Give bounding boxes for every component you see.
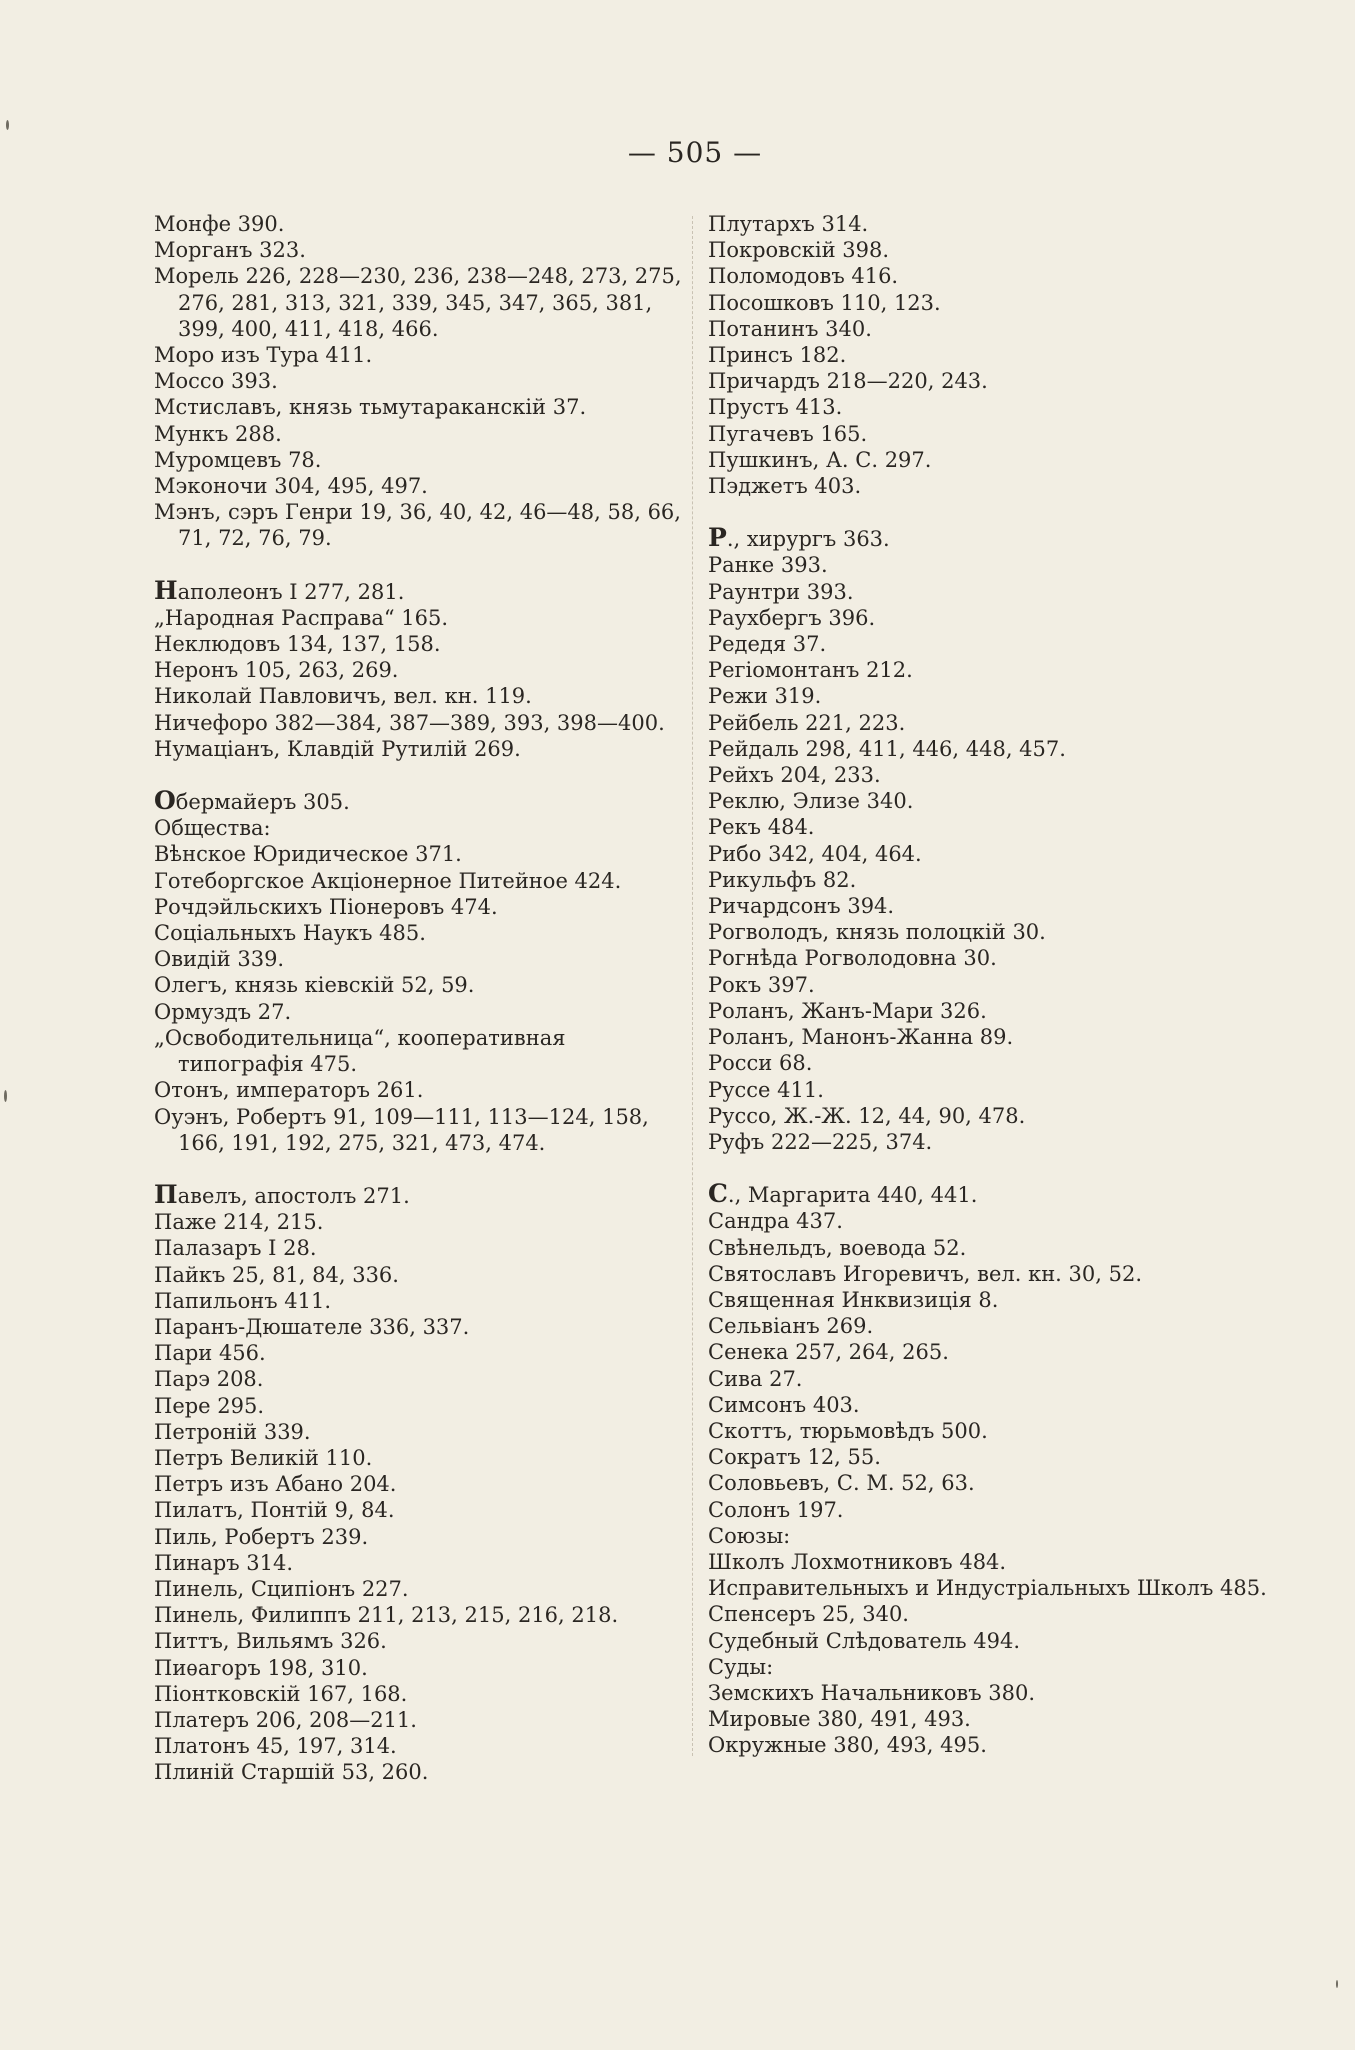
- index-entry-text: ., Маргарита 440, 441.: [727, 1183, 978, 1208]
- index-entry: [708, 1654, 1268, 1680]
- index-entry-text: Пере 295.: [154, 1393, 265, 1418]
- index-entry-text: Папильонъ 411.: [154, 1288, 332, 1313]
- index-entry-text: Скоттъ, тюрьмовѣдъ 500.: [708, 1418, 988, 1443]
- index-entry: [708, 1339, 1268, 1365]
- index-entry-text: Ормуздъ 27.: [154, 999, 292, 1024]
- index-entry: [708, 972, 1268, 998]
- index-entry-text: Пинель, Сципіонъ 227.: [154, 1576, 409, 1601]
- index-entry-text: Рибо 342, 404, 464.: [708, 841, 922, 866]
- index-entry-text: Рогнѣда Рогволодовна 30.: [708, 946, 997, 971]
- index-entry: [708, 788, 1268, 814]
- index-entry: [154, 1445, 692, 1471]
- index-entry-text: Сива 27.: [708, 1366, 803, 1391]
- index-entry-text: Солонъ 197.: [708, 1497, 844, 1522]
- index-entry: [154, 237, 692, 263]
- index-entry: [154, 1179, 692, 1209]
- index-entry: [708, 1575, 1268, 1601]
- index-entry: [708, 762, 1268, 788]
- index-entry-text: Принсъ 182.: [708, 343, 847, 368]
- index-entry: [154, 920, 692, 946]
- index-entry-text: Регіомонтанъ 212.: [708, 658, 913, 683]
- section-initial-letter: П: [154, 1179, 178, 1209]
- index-entry-text: Земскихъ Начальниковъ 380.: [708, 1680, 1035, 1705]
- index-entry-text: Рокъ 397.: [708, 972, 815, 997]
- index-entry-text: Рейдаль 298, 411, 446, 448, 457.: [708, 736, 1066, 761]
- index-entry-text: Реклю, Элизе 340.: [708, 789, 914, 814]
- index-entry: [708, 1628, 1268, 1654]
- section-gap: [708, 499, 1268, 525]
- index-entry-text: Школъ Лохмотниковъ 484.: [708, 1549, 1007, 1574]
- index-entry-text: Спенсеръ 25, 340.: [708, 1602, 909, 1627]
- index-entry-text: Вѣнское Юридическое 371.: [154, 842, 462, 867]
- index-entry: [154, 1235, 692, 1261]
- index-entry: [708, 867, 1268, 893]
- index-entry-text: Пиѳагоръ 198, 310.: [154, 1655, 368, 1680]
- index-entry-text: Ричардсонъ 394.: [708, 894, 895, 919]
- index-column-left: [154, 211, 692, 1786]
- index-entry-text: бермайеръ 305.: [175, 790, 350, 815]
- index-entry: [708, 605, 1268, 631]
- index-entry-text: Моро изъ Тура 411.: [154, 343, 373, 368]
- index-entry: [708, 1208, 1268, 1234]
- index-entry: [154, 1550, 692, 1576]
- index-entry-text: Рогволодъ, князь полоцкій 30.: [708, 920, 1046, 945]
- index-entry-text: Покровскій 398.: [708, 238, 890, 263]
- index-entry-text: Священная Инквизиція 8.: [708, 1287, 999, 1312]
- index-entry: [154, 1707, 692, 1733]
- index-entry-text: Овидій 339.: [154, 947, 285, 972]
- index-entry: [154, 499, 692, 551]
- index-entry-text: Рочдэйльскихъ Піонеровъ 474.: [154, 894, 498, 919]
- index-entry-text: Причардъ 218—220, 243.: [708, 369, 988, 394]
- index-entry: [708, 1392, 1268, 1418]
- section-gap: [708, 1155, 1268, 1181]
- index-entry: [708, 525, 1268, 552]
- index-entry-text: Платеръ 206, 208—211.: [154, 1707, 417, 1732]
- index-entry: [708, 1024, 1268, 1050]
- index-entry: [708, 1523, 1268, 1549]
- index-entry: [154, 473, 692, 499]
- index-entry-text: Пайкъ 25, 81, 84, 336.: [154, 1262, 399, 1287]
- section-initial-letter: Р: [708, 523, 727, 553]
- index-entry: [708, 1261, 1268, 1287]
- index-entry: [708, 368, 1268, 394]
- index-entry-text: Плутархъ 314.: [708, 212, 869, 236]
- index-entry: [708, 579, 1268, 605]
- index-entry-text: Руссе 411.: [708, 1077, 824, 1102]
- index-entry-text: Пари 456.: [154, 1341, 266, 1366]
- index-entry-text: Раухбергъ 396.: [708, 605, 876, 630]
- index-entry-text: Муромцевъ 78.: [154, 447, 322, 472]
- index-entry-text: Редедя 37.: [708, 632, 827, 657]
- index-entry: [154, 1497, 692, 1523]
- index-entry-text: Неронъ 105, 263, 269.: [154, 658, 399, 683]
- index-entry: [708, 1235, 1268, 1261]
- index-entry: [154, 575, 692, 605]
- index-entry: [154, 368, 692, 394]
- index-entry-text: Соловьевъ, С. М. 52, 63.: [708, 1471, 975, 1496]
- index-entry-text: Потанинъ 340.: [708, 316, 872, 341]
- index-entry-text: Пушкинъ, А. С. 297.: [708, 447, 932, 472]
- index-entry: [154, 815, 692, 841]
- index-entry-text: Святославъ Игоревичъ, вел. кн. 30, 52.: [708, 1261, 1143, 1286]
- index-entry: [154, 736, 692, 762]
- index-entry: [154, 342, 692, 368]
- index-entry: [708, 631, 1268, 657]
- index-entry-text: Морганъ 323.: [154, 238, 306, 263]
- index-entry-text: Мункъ 288.: [154, 421, 282, 446]
- index-entry: [154, 1209, 692, 1235]
- index-entry-text: Симсонъ 403.: [708, 1392, 860, 1417]
- index-entry-text: Соціальныхъ Наукъ 485.: [154, 921, 426, 946]
- index-entry-text: Сельвіанъ 269.: [708, 1314, 874, 1339]
- index-entry: [708, 421, 1268, 447]
- index-entry-text: Союзы:: [708, 1523, 791, 1548]
- index-entry: [154, 972, 692, 998]
- index-entry: [154, 1104, 692, 1156]
- index-entry-text: ., хирургъ 363.: [726, 527, 890, 552]
- index-entry-text: Окружные 380, 493, 495.: [708, 1733, 987, 1758]
- index-entry-text: Парэ 208.: [154, 1367, 264, 1392]
- index-entry-text: Режи 319.: [708, 684, 822, 709]
- index-entry: [708, 1077, 1268, 1103]
- index-entry: [154, 1759, 692, 1785]
- index-entry: [708, 945, 1268, 971]
- scan-speck: [4, 1090, 7, 1102]
- index-entry: [154, 1524, 692, 1550]
- index-entry: [154, 421, 692, 447]
- index-entry-text: Рейхъ 204, 233.: [708, 763, 881, 788]
- index-entry: [708, 1181, 1268, 1208]
- index-entry-text: Питтъ, Вильямъ 326.: [154, 1629, 387, 1654]
- index-entry: [154, 394, 692, 420]
- index-entry-text: Мэконочи 304, 495, 497.: [154, 474, 428, 499]
- index-entry-text: Поломодовъ 416.: [708, 264, 899, 289]
- index-entry-text: Мстиславъ, князь тьмутараканскій 37.: [154, 395, 587, 420]
- index-entry: [708, 1129, 1268, 1155]
- index-entry: [708, 447, 1268, 473]
- index-entry: [708, 290, 1268, 316]
- column-divider: [692, 216, 693, 1756]
- scan-speck: [1336, 1980, 1338, 1988]
- scan-speck: [6, 120, 9, 130]
- index-entry: [154, 894, 692, 920]
- index-entry: [154, 841, 692, 867]
- index-entry: [708, 237, 1268, 263]
- section-gap: [154, 552, 692, 578]
- index-entry-text: Рикульфъ 82.: [708, 867, 857, 892]
- index-entry-text: Судебный Слѣдователь 494.: [708, 1628, 1021, 1653]
- index-entry: [154, 631, 692, 657]
- index-entry: [154, 211, 692, 237]
- index-entry-text: авелъ, апостолъ 271.: [177, 1183, 410, 1208]
- index-entry: [154, 683, 692, 709]
- index-entry: [708, 1366, 1268, 1392]
- index-entry: [708, 1287, 1268, 1313]
- index-entry-text: Рейбель 221, 223.: [708, 710, 906, 735]
- section-gap: [154, 1156, 692, 1182]
- index-entry: [708, 316, 1268, 342]
- index-entry: [154, 657, 692, 683]
- index-entry-text: Мэнъ, сэръ Генри 19, 36, 40, 42, 46—48, 58, 66, 71, 72, 76, 79.: [154, 500, 681, 551]
- index-entry: [708, 710, 1268, 736]
- index-entry: [154, 1576, 692, 1602]
- page-number: — 505 —: [627, 136, 763, 169]
- index-entry: [708, 1050, 1268, 1076]
- index-entry: [154, 868, 692, 894]
- index-entry-text: Свѣнельдъ, воевода 52.: [708, 1235, 967, 1260]
- index-entry: [708, 998, 1268, 1024]
- index-entry: [154, 999, 692, 1025]
- index-entry-text: Морель 226, 228—230, 236, 238—248, 273, 275, 276, 281, 313, 321, 339, 345, 347, 365, 381, 399, 400, 411, 418, 466.: [154, 264, 682, 341]
- index-entry: [708, 342, 1268, 368]
- index-entry-text: Петроній 339.: [154, 1419, 311, 1444]
- index-entry: [154, 1366, 692, 1392]
- index-entry-text: Пугачевъ 165.: [708, 421, 868, 446]
- index-entry-text: Олегъ, князь кіевскій 52, 59.: [154, 973, 475, 998]
- index-entry-text: „Народная Расправа“ 165.: [154, 605, 449, 630]
- index-entry: [154, 788, 692, 815]
- index-entry: [708, 657, 1268, 683]
- index-entry: [708, 919, 1268, 945]
- index-entry-text: Неклюдовъ 134, 137, 158.: [154, 632, 441, 657]
- section-initial-letter: С: [708, 1179, 728, 1209]
- index-entry-text: Раунтри 393.: [708, 579, 854, 604]
- index-entry: [708, 1497, 1268, 1523]
- index-entry: [708, 1470, 1268, 1496]
- index-entry: [708, 1444, 1268, 1470]
- index-entry: [708, 893, 1268, 919]
- index-entry-text: Отонъ, императоръ 261.: [154, 1078, 424, 1103]
- index-entry-text: Монфе 390.: [154, 212, 285, 236]
- index-entry-text: Пиль, Робертъ 239.: [154, 1524, 369, 1549]
- index-entry-text: Оуэнъ, Робертъ 91, 109—111, 113—124, 158, 166, 191, 192, 275, 321, 473, 474.: [154, 1104, 649, 1155]
- index-entry-text: Общества:: [154, 816, 271, 841]
- index-entry: [708, 841, 1268, 867]
- index-entry-text: Исправительныхъ и Индустріальныхъ Школъ 485.: [708, 1576, 1267, 1601]
- index-entry-text: аполеонъ I 277, 281.: [177, 579, 405, 604]
- section-initial-letter: О: [154, 786, 176, 816]
- index-entry-text: Руфъ 222—225, 374.: [708, 1129, 933, 1154]
- index-entry: [154, 263, 692, 342]
- index-entry: [708, 1732, 1268, 1758]
- index-entry-text: Николай Павловичъ, вел. кн. 119.: [154, 684, 532, 709]
- index-entry-text: Палазаръ I 28.: [154, 1236, 317, 1261]
- index-entry-text: Готеборгское Акціонерное Питейное 424.: [154, 868, 622, 893]
- index-entry: [708, 683, 1268, 709]
- index-entry-text: Сандра 437.: [708, 1209, 843, 1234]
- index-entry: [154, 1602, 692, 1628]
- index-entry: [708, 394, 1268, 420]
- index-entry: [708, 211, 1268, 237]
- index-entry: [154, 1077, 692, 1103]
- index-entry: [154, 1314, 692, 1340]
- section-gap: [154, 762, 692, 788]
- index-entry-text: Росси 68.: [708, 1051, 813, 1076]
- index-entry: [154, 1262, 692, 1288]
- index-entry: [154, 946, 692, 972]
- index-entry: [154, 710, 692, 736]
- index-entry: [154, 1733, 692, 1759]
- index-entry-text: Плиній Старшій 53, 260.: [154, 1760, 429, 1785]
- index-entry: [708, 1706, 1268, 1732]
- index-entry: [708, 263, 1268, 289]
- index-entry: [154, 1471, 692, 1497]
- index-entry: [154, 1340, 692, 1366]
- index-entry: [708, 473, 1268, 499]
- index-entry: [154, 1628, 692, 1654]
- index-entry: [154, 1681, 692, 1707]
- index-entry-text: Паранъ-Дюшателе 336, 337.: [154, 1314, 470, 1339]
- index-entry-text: Сократъ 12, 55.: [708, 1445, 881, 1470]
- index-entry-text: Прустъ 413.: [708, 395, 843, 420]
- index-entry-text: Петръ изъ Абано 204.: [154, 1472, 397, 1497]
- index-entry-text: Сенека 257, 264, 265.: [708, 1340, 949, 1365]
- index-entry-text: Ничефоро 382—384, 387—389, 393, 398—400.: [154, 710, 665, 735]
- index-entry: [708, 1313, 1268, 1339]
- index-entry: [154, 1655, 692, 1681]
- index-entry-text: Пилатъ, Понтій 9, 84.: [154, 1498, 395, 1523]
- index-entry-text: Пинель, Филиппъ 211, 213, 215, 216, 218.: [154, 1603, 619, 1628]
- index-entry-text: Мировые 380, 491, 493.: [708, 1707, 971, 1732]
- index-entry: [708, 814, 1268, 840]
- index-entry: [708, 1680, 1268, 1706]
- index-entry: [154, 605, 692, 631]
- index-entry-text: Паже 214, 215.: [154, 1210, 324, 1235]
- index-entry-text: „Освободительница“, кооперативная типографія 475.: [154, 1025, 566, 1077]
- index-entry: [154, 447, 692, 473]
- index-entry-text: Ранке 393.: [708, 553, 828, 578]
- index-entry-text: Платонъ 45, 197, 314.: [154, 1734, 397, 1759]
- index-entry: [708, 1418, 1268, 1444]
- index-entry-text: Піонтковскій 167, 168.: [154, 1681, 408, 1706]
- index-entry: [154, 1393, 692, 1419]
- index-entry: [708, 552, 1268, 578]
- index-entry: [708, 1103, 1268, 1129]
- index-column-right: [708, 211, 1268, 1759]
- section-initial-letter: Н: [154, 575, 178, 605]
- index-entry: [708, 1549, 1268, 1575]
- index-entry: [154, 1419, 692, 1445]
- index-entry-text: Посошковъ 110, 123.: [708, 290, 941, 315]
- index-entry-text: Петръ Великій 110.: [154, 1445, 373, 1470]
- index-entry-text: Суды:: [708, 1654, 774, 1679]
- index-entry: [154, 1288, 692, 1314]
- index-entry-text: Пинаръ 314.: [154, 1550, 294, 1575]
- index-entry-text: Рекъ 484.: [708, 815, 815, 840]
- index-entry-text: Роланъ, Манонъ-Жанна 89.: [708, 1025, 1014, 1050]
- index-entry-text: Пэджетъ 403.: [708, 474, 862, 499]
- index-entry: [708, 1601, 1268, 1627]
- index-entry-text: Руссо, Ж.-Ж. 12, 44, 90, 478.: [708, 1103, 1026, 1128]
- index-entry-text: Роланъ, Жанъ-Мари 326.: [708, 998, 987, 1023]
- index-entry-text: Моссо 393.: [154, 369, 278, 394]
- index-entry: [154, 1025, 692, 1077]
- index-entry-text: Нумаціанъ, Клавдій Рутилій 269.: [154, 736, 521, 761]
- index-entry: [708, 736, 1268, 762]
